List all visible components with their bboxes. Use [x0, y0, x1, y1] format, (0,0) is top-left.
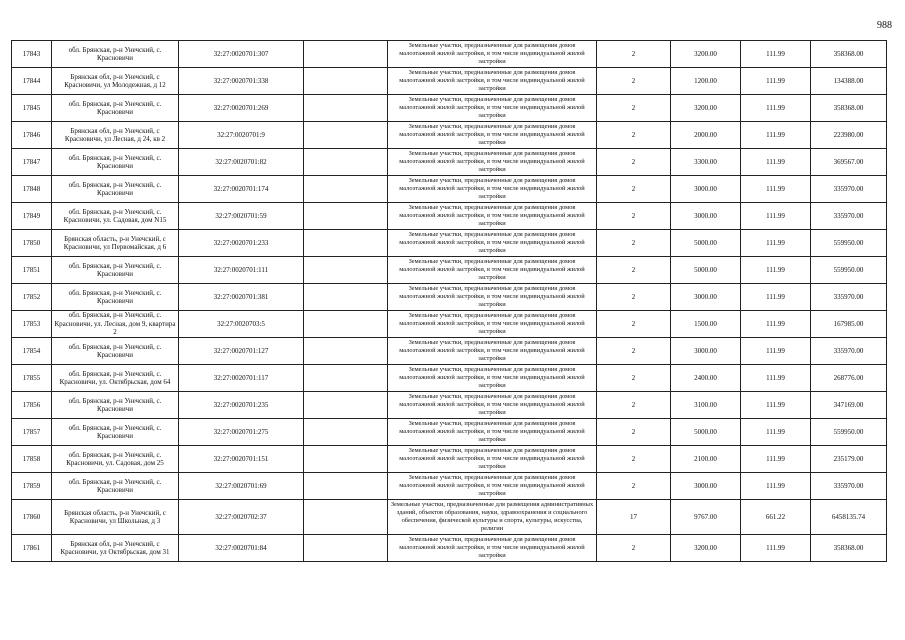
area-cell: 2400.00 — [671, 365, 741, 392]
address-cell: обл. Брянская, р-н Унечский, с. Красновичи, ул. Лесная, дом 9, квартира 2 — [52, 311, 179, 338]
table-row — [12, 500, 887, 535]
specific-value-cell: 111.99 — [741, 535, 811, 562]
use-group-cell: 2 — [597, 230, 671, 257]
land-use-purpose-cell: Земельные участки, предназначенные для размещения домов малоэтажной жилой застройки, в том числе индивидуальной жилой застройки — [388, 68, 597, 95]
table-row — [12, 203, 887, 230]
cadastral-number-cell: 32:27:0020701:307 — [179, 41, 304, 68]
use-group-cell: 2 — [597, 41, 671, 68]
address-cell: обл. Брянская, р-н Унечский, с. Красновичи — [52, 149, 179, 176]
cadastral-value-table — [11, 40, 887, 562]
address-cell: обл. Брянская, р-н Унечский, с. Красновичи — [52, 176, 179, 203]
use-group-cell: 2 — [597, 95, 671, 122]
row-number-cell: 17850 — [12, 230, 52, 257]
use-group-cell: 2 — [597, 68, 671, 95]
empty-cell — [304, 338, 388, 365]
specific-value-cell: 111.99 — [741, 68, 811, 95]
row-number-cell: 17843 — [12, 41, 52, 68]
empty-cell — [304, 446, 388, 473]
address-cell: обл. Брянская, р-н Унечский, с. Красновичи — [52, 419, 179, 446]
cadastral-number-cell: 32:27:0020701:235 — [179, 392, 304, 419]
address-cell: Брянская обл, р-н Унечский, с Красновичи, ул Октябрьская, дом 31 — [52, 535, 179, 562]
cadastral-number-cell: 32:27:0020701:59 — [179, 203, 304, 230]
table-row — [12, 473, 887, 500]
empty-cell — [304, 535, 388, 562]
empty-cell — [304, 473, 388, 500]
cadastral-number-cell: 32:27:0020701:69 — [179, 473, 304, 500]
land-use-purpose-cell: Земельные участки, предназначенные для размещения домов малоэтажной жилой застройки, в том числе индивидуальной жилой застройки — [388, 535, 597, 562]
cadastral-number-cell: 32:27:0020701:151 — [179, 446, 304, 473]
row-number-cell: 17859 — [12, 473, 52, 500]
cadastral-value-cell: 369567.00 — [811, 149, 887, 176]
specific-value-cell: 111.99 — [741, 419, 811, 446]
land-use-purpose-cell: Земельные участки, предназначенные для размещения домов малоэтажной жилой застройки, в том числе индивидуальной жилой застройки — [388, 95, 597, 122]
land-use-purpose-cell: Земельные участки, предназначенные для размещения домов малоэтажной жилой застройки, в том числе индивидуальной жилой застройки — [388, 230, 597, 257]
address-cell: обл. Брянская, р-н Унечский, с. Красновичи — [52, 392, 179, 419]
row-number-cell: 17851 — [12, 257, 52, 284]
cadastral-value-cell: 6458135.74 — [811, 500, 887, 535]
area-cell: 2100.00 — [671, 446, 741, 473]
cadastral-value-cell: 268776.00 — [811, 365, 887, 392]
use-group-cell: 2 — [597, 446, 671, 473]
row-number-cell: 17861 — [12, 535, 52, 562]
cadastral-number-cell: 32:27:0020701:269 — [179, 95, 304, 122]
table-row — [12, 68, 887, 95]
specific-value-cell: 111.99 — [741, 230, 811, 257]
area-cell: 3200.00 — [671, 95, 741, 122]
specific-value-cell: 111.99 — [741, 41, 811, 68]
cadastral-value-cell: 335970.00 — [811, 176, 887, 203]
area-cell: 1500.00 — [671, 311, 741, 338]
row-number-cell: 17848 — [12, 176, 52, 203]
specific-value-cell: 111.99 — [741, 284, 811, 311]
address-cell: обл. Брянская, р-н Унечский, с. Красновичи, ул. Октябрьская, дом 64 — [52, 365, 179, 392]
cadastral-number-cell: 32:27:0020701:275 — [179, 419, 304, 446]
empty-cell — [304, 419, 388, 446]
address-cell: Брянская область, р-н Унечский, с Красновичи, ул Первомайская, д 6 — [52, 230, 179, 257]
row-number-cell: 17846 — [12, 122, 52, 149]
empty-cell — [304, 176, 388, 203]
cadastral-number-cell: 32:27:0020701:338 — [179, 68, 304, 95]
use-group-cell: 2 — [597, 311, 671, 338]
row-number-cell: 17847 — [12, 149, 52, 176]
row-number-cell: 17857 — [12, 419, 52, 446]
cadastral-number-cell: 32:27:0020701:174 — [179, 176, 304, 203]
cadastral-value-cell: 335970.00 — [811, 473, 887, 500]
address-cell: Брянская область, р-н Унечский, с Красновичи, ул Школьная, д 3 — [52, 500, 179, 535]
land-use-purpose-cell: Земельные участки, предназначенные для размещения домов малоэтажной жилой застройки, в том числе индивидуальной жилой застройки — [388, 392, 597, 419]
use-group-cell: 2 — [597, 122, 671, 149]
specific-value-cell: 111.99 — [741, 446, 811, 473]
empty-cell — [304, 392, 388, 419]
land-use-purpose-cell: Земельные участки, предназначенные для размещения домов малоэтажной жилой застройки, в том числе индивидуальной жилой застройки — [388, 311, 597, 338]
row-number-cell: 17845 — [12, 95, 52, 122]
address-cell: обл. Брянская, р-н Унечский, с. Красновичи — [52, 473, 179, 500]
area-cell: 3200.00 — [671, 535, 741, 562]
specific-value-cell: 111.99 — [741, 257, 811, 284]
cadastral-number-cell: 32:27:0020701:9 — [179, 122, 304, 149]
cadastral-value-cell: 358368.00 — [811, 535, 887, 562]
area-cell: 5000.00 — [671, 257, 741, 284]
use-group-cell: 2 — [597, 419, 671, 446]
address-cell: обл. Брянская, р-н Унечский, с. Красновичи — [52, 95, 179, 122]
address-cell: Брянская обл, р-н Унечский, с Красновичи, ул Лесная, д 24, кв 2 — [52, 122, 179, 149]
area-cell: 5000.00 — [671, 230, 741, 257]
address-cell: Брянская обл, р-н Унечский, с Красновичи, ул Молодежная, д 12 — [52, 68, 179, 95]
land-use-purpose-cell: Земельные участки, предназначенные для размещения домов малоэтажной жилой застройки, в том числе индивидуальной жилой застройки — [388, 122, 597, 149]
address-cell: обл. Брянская, р-н Унечский, с. Красновичи — [52, 257, 179, 284]
cadastral-value-cell: 335970.00 — [811, 203, 887, 230]
specific-value-cell: 661.22 — [741, 500, 811, 535]
table-row — [12, 365, 887, 392]
address-cell: обл. Брянская, р-н Унечский, с. Красновичи — [52, 338, 179, 365]
use-group-cell: 2 — [597, 257, 671, 284]
cadastral-number-cell: 32:27:0020701:127 — [179, 338, 304, 365]
specific-value-cell: 111.99 — [741, 176, 811, 203]
specific-value-cell: 111.99 — [741, 149, 811, 176]
land-use-purpose-cell: Земельные участки, предназначенные для размещения административных зданий, объектов образования, науки, здравоохранения и социального обеспечения, физической культуры и спорта, культуры, искусства, религии — [388, 500, 597, 535]
row-number-cell: 17856 — [12, 392, 52, 419]
table-row — [12, 284, 887, 311]
use-group-cell: 2 — [597, 365, 671, 392]
empty-cell — [304, 230, 388, 257]
cadastral-value-cell: 134388.00 — [811, 68, 887, 95]
table-row — [12, 311, 887, 338]
land-use-purpose-cell: Земельные участки, предназначенные для размещения домов малоэтажной жилой застройки, в том числе индивидуальной жилой застройки — [388, 41, 597, 68]
use-group-cell: 2 — [597, 473, 671, 500]
row-number-cell: 17853 — [12, 311, 52, 338]
cadastral-number-cell: 32:27:0020701:82 — [179, 149, 304, 176]
area-cell: 9767.00 — [671, 500, 741, 535]
empty-cell — [304, 203, 388, 230]
table-row — [12, 392, 887, 419]
row-number-cell: 17855 — [12, 365, 52, 392]
table-row — [12, 257, 887, 284]
table-row — [12, 338, 887, 365]
table-row — [12, 230, 887, 257]
land-use-purpose-cell: Земельные участки, предназначенные для размещения домов малоэтажной жилой застройки, в том числе индивидуальной жилой застройки — [388, 203, 597, 230]
row-number-cell: 17860 — [12, 500, 52, 535]
specific-value-cell: 111.99 — [741, 392, 811, 419]
use-group-cell: 2 — [597, 284, 671, 311]
cadastral-number-cell: 32:27:0020701:117 — [179, 365, 304, 392]
page-number: 988 — [877, 20, 892, 31]
area-cell: 3000.00 — [671, 203, 741, 230]
use-group-cell: 2 — [597, 535, 671, 562]
address-cell: обл. Брянская, р-н Унечский, с. Красновичи, ул. Садовая, дом N15 — [52, 203, 179, 230]
empty-cell — [304, 284, 388, 311]
area-cell: 3000.00 — [671, 473, 741, 500]
cadastral-value-cell: 358368.00 — [811, 41, 887, 68]
area-cell: 3000.00 — [671, 176, 741, 203]
use-group-cell: 2 — [597, 392, 671, 419]
cadastral-value-cell: 559950.00 — [811, 230, 887, 257]
cadastral-number-cell: 32:27:0020701:381 — [179, 284, 304, 311]
specific-value-cell: 111.99 — [741, 365, 811, 392]
cadastral-number-cell: 32:27:0020701:111 — [179, 257, 304, 284]
land-use-purpose-cell: Земельные участки, предназначенные для размещения домов малоэтажной жилой застройки, в том числе индивидуальной жилой застройки — [388, 338, 597, 365]
area-cell: 1200.00 — [671, 68, 741, 95]
empty-cell — [304, 257, 388, 284]
land-use-purpose-cell: Земельные участки, предназначенные для размещения домов малоэтажной жилой застройки, в том числе индивидуальной жилой застройки — [388, 284, 597, 311]
area-cell: 5000.00 — [671, 419, 741, 446]
table-row — [12, 446, 887, 473]
empty-cell — [304, 149, 388, 176]
table-row — [12, 41, 887, 68]
specific-value-cell: 111.99 — [741, 311, 811, 338]
land-use-purpose-cell: Земельные участки, предназначенные для размещения домов малоэтажной жилой застройки, в том числе индивидуальной жилой застройки — [388, 446, 597, 473]
specific-value-cell: 111.99 — [741, 473, 811, 500]
cadastral-value-cell: 559950.00 — [811, 419, 887, 446]
specific-value-cell: 111.99 — [741, 203, 811, 230]
cadastral-number-cell: 32:27:0020703:5 — [179, 311, 304, 338]
cadastral-value-cell: 235179.00 — [811, 446, 887, 473]
table-row — [12, 176, 887, 203]
empty-cell — [304, 122, 388, 149]
row-number-cell: 17854 — [12, 338, 52, 365]
cadastral-value-cell: 167985.00 — [811, 311, 887, 338]
empty-cell — [304, 41, 388, 68]
empty-cell — [304, 68, 388, 95]
use-group-cell: 2 — [597, 203, 671, 230]
area-cell: 3000.00 — [671, 284, 741, 311]
cadastral-value-cell: 559950.00 — [811, 257, 887, 284]
land-use-purpose-cell: Земельные участки, предназначенные для размещения домов малоэтажной жилой застройки, в том числе индивидуальной жилой застройки — [388, 473, 597, 500]
empty-cell — [304, 365, 388, 392]
area-cell: 3200.00 — [671, 41, 741, 68]
address-cell: обл. Брянская, р-н Унечский, с. Красновичи — [52, 41, 179, 68]
land-use-purpose-cell: Земельные участки, предназначенные для размещения домов малоэтажной жилой застройки, в том числе индивидуальной жилой застройки — [388, 149, 597, 176]
land-use-purpose-cell: Земельные участки, предназначенные для размещения домов малоэтажной жилой застройки, в том числе индивидуальной жилой застройки — [388, 176, 597, 203]
specific-value-cell: 111.99 — [741, 338, 811, 365]
cadastral-value-cell: 335970.00 — [811, 338, 887, 365]
area-cell: 3000.00 — [671, 338, 741, 365]
area-cell: 2000.00 — [671, 122, 741, 149]
land-use-purpose-cell: Земельные участки, предназначенные для размещения домов малоэтажной жилой застройки, в том числе индивидуальной жилой застройки — [388, 365, 597, 392]
area-cell: 3100.00 — [671, 392, 741, 419]
use-group-cell: 17 — [597, 500, 671, 535]
cadastral-value-cell: 358368.00 — [811, 95, 887, 122]
address-cell: обл. Брянская, р-н Унечский, с. Красновичи — [52, 284, 179, 311]
address-cell: обл. Брянская, р-н Унечский, с. Красновичи, ул. Садовая, дом 25 — [52, 446, 179, 473]
area-cell: 3300.00 — [671, 149, 741, 176]
table-row — [12, 535, 887, 562]
cadastral-value-cell: 223980.00 — [811, 122, 887, 149]
empty-cell — [304, 95, 388, 122]
cadastral-value-cell: 335970.00 — [811, 284, 887, 311]
cadastral-number-cell: 32:27:0020701:84 — [179, 535, 304, 562]
use-group-cell: 2 — [597, 149, 671, 176]
cadastral-number-cell: 32:27:0020701:233 — [179, 230, 304, 257]
use-group-cell: 2 — [597, 176, 671, 203]
land-use-purpose-cell: Земельные участки, предназначенные для размещения домов малоэтажной жилой застройки, в том числе индивидуальной жилой застройки — [388, 419, 597, 446]
cadastral-number-cell: 32:27:0020702:37 — [179, 500, 304, 535]
table-row — [12, 419, 887, 446]
specific-value-cell: 111.99 — [741, 122, 811, 149]
row-number-cell: 17852 — [12, 284, 52, 311]
use-group-cell: 2 — [597, 338, 671, 365]
empty-cell — [304, 500, 388, 535]
empty-cell — [304, 311, 388, 338]
land-use-purpose-cell: Земельные участки, предназначенные для размещения домов малоэтажной жилой застройки, в том числе индивидуальной жилой застройки — [388, 257, 597, 284]
row-number-cell: 17849 — [12, 203, 52, 230]
table-row — [12, 149, 887, 176]
specific-value-cell: 111.99 — [741, 95, 811, 122]
row-number-cell: 17858 — [12, 446, 52, 473]
table-row — [12, 95, 887, 122]
cadastral-value-cell: 347169.00 — [811, 392, 887, 419]
table-row — [12, 122, 887, 149]
row-number-cell: 17844 — [12, 68, 52, 95]
